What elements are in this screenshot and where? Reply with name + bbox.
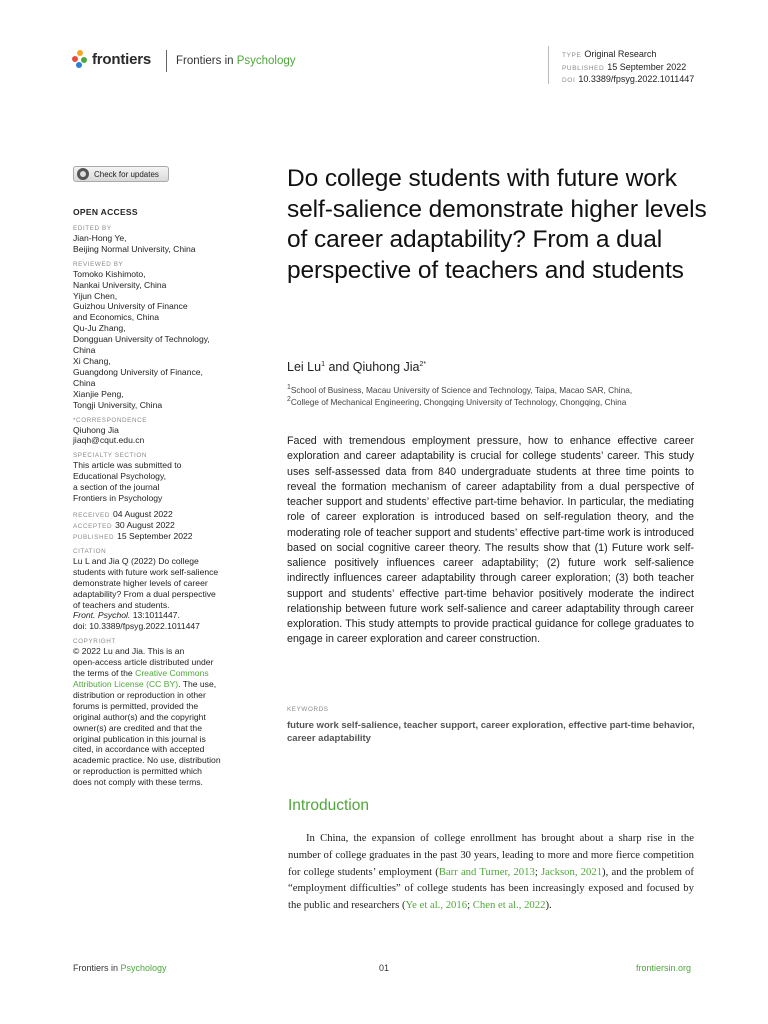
journal-name[interactable]: Frontiers in Psychology [176,55,296,67]
keywords: future work self-salience, teacher support, career exploration, effective part-time behavior, career adaptability [287,720,695,744]
introduction-heading: Introduction [288,797,369,814]
abstract: Faced with tremendous employment pressure, how to enhance effective career exploration and career adaptability is crucial for college students’ career. This study uses self-assessed data from 840 undergraduate students at three time points to reveal the formation mechanism of career adaptability from a dual perspective of teacher support and students’ effective part-time behavior. In particular, the mediating role of career exploration is introduced based on self-regulation theory, and the moderating role of teacher support and students’ effective part-time work is introduced based on social cognitive career theory. The results show that (1) Future work self-salience positively influences career adaptability; (2) future work self-salience indirectly influences career adaptability through career exploration; (3) both teacher support and students’ effective part-time behavior positively moderate the indirect relationship between future work self-salience and career adaptability through career exploration. This study attempts to provide practical guidance for college graduates to engage in career exploration and career construction. [287,435,694,646]
cc-license-link-cont[interactable]: Attribution License (CC BY) [73,679,179,689]
received-date: RECEIVED 04 August 2022 [73,508,173,519]
frontiers-logo[interactable] [72,50,151,68]
meta-divider [548,46,549,84]
citation-link[interactable]: Jackson, 2021 [540,865,603,878]
keywords-label: KEYWORDS [287,706,329,713]
frontiers-logo-icon [72,50,88,68]
article-title: Do college students with future work self-salience demonstrate higher levels of career adaptability? From a dual perspective of teachers and students [287,165,707,284]
logo-wordmark: frontiers [92,50,152,68]
introduction-paragraph: In China, the expansion of college enrollment has brought about a sharp rise in the number of college graduates in the past 30 years, leading to more and more fierce competition for college students’ employment (Barr and Turner, 2013; Jackson, 2021), and the problem of “employment difficulties” of college students has been increasingly exposed and focused by the public and researchers (Ye et al., 2016; Chen et al., 2022). [288,832,694,912]
citation-section: CITATION Lu L and Jia Q (2022) Do college students with future work self-salience demonstrate higher levels of career adaptability? From a dual perspective of teachers and students. Front. Psychol. 13:1011447. doi: 10.3389/fpsyg.2022.1011447 [73,547,238,632]
open-access-label: OPEN ACCESS [73,207,138,217]
header-divider [166,50,167,72]
citation-doi[interactable]: doi: 10.3389/fpsyg.2022.1011447 [73,621,200,632]
reviewed-by-section: REVIEWED BY Tomoko Kishimoto, Nankai University, China Yijun Chen, Guizhou University of Finance and Economics, China Qu-Ju Zhang, Dongguan University of Technology, China Xi Chang, Guangdong University of Finance, China Xianjie Peng, Tongji University, China [73,260,210,410]
affiliation-2: $^2$College of Mechanical Engineering, Chongqing University of Technology, Chongqing, China [287,396,627,408]
citation-link[interactable]: Ye et al., 2016 [405,899,468,912]
citation-link[interactable]: Chen et al., 2022 [472,899,546,912]
cc-license-link[interactable]: Creative Commons [135,668,209,679]
check-for-updates-button[interactable]: Check for updates [73,166,169,182]
article-sidebar [73,207,238,793]
page-number: 01 [379,963,390,973]
meta-type: TYPE Original Research [562,49,657,59]
author-lei-lu[interactable]: Lei Lu [287,360,322,374]
dates-section [73,509,238,542]
author-list: Lei Lu$^1$ and Qiuhong Jia$^{2*}$ [287,360,427,374]
affiliations [287,383,632,408]
article-meta [562,49,694,87]
footer-journal[interactable]: Frontiers in Psychology [73,963,167,973]
footer-site-link[interactable]: frontiersin.org [636,963,692,973]
refresh-icon [77,168,89,180]
specialty-section: SPECIALTY SECTION This article was submitted to Educational Psychology, a section of the journal Frontiers in Psychology [73,452,182,504]
citation-link[interactable]: Barr and Turner, 2013 [438,865,535,878]
correspondence-section: *CORRESPONDENCE Qiuhong Jia jiaqh@cqut.edu.cn [73,416,238,447]
correspondence-email[interactable]: jiaqh@cqut.edu.cn [73,435,145,446]
meta-published: PUBLISHED 15 September 2022 [562,61,687,72]
copyright-section: COPYRIGHT © 2022 Lu and Jia. This is an open-access article distributed under the terms of the Creative Commons Attribution License (CC BY). The use, distribution or reproduction in other forums is permitted, provided the original author(s) and the copyright owner(s) are credited and that the original publication in this journal is cited, in accordance with accepted academic practice. No use, distribution or reproduction is permitted which does not comply with these terms. [73,638,221,788]
affiliation-1: $^1$School of Business, Macau University of Science and Technology, Taipa, Macao SAR, China, [287,384,633,395]
edited-by-section: EDITED BY Jian-Hong Ye, Beijing Normal University, China [73,224,196,254]
author-qiuhong-jia[interactable]: Qiuhong Jia [352,360,420,374]
meta-doi[interactable]: DOI 10.3389/fpsyg.2022.1011447 [562,74,695,84]
published-date: PUBLISHED 15 September 2022 [73,530,193,541]
accepted-date: ACCEPTED 30 August 2022 [73,519,175,530]
